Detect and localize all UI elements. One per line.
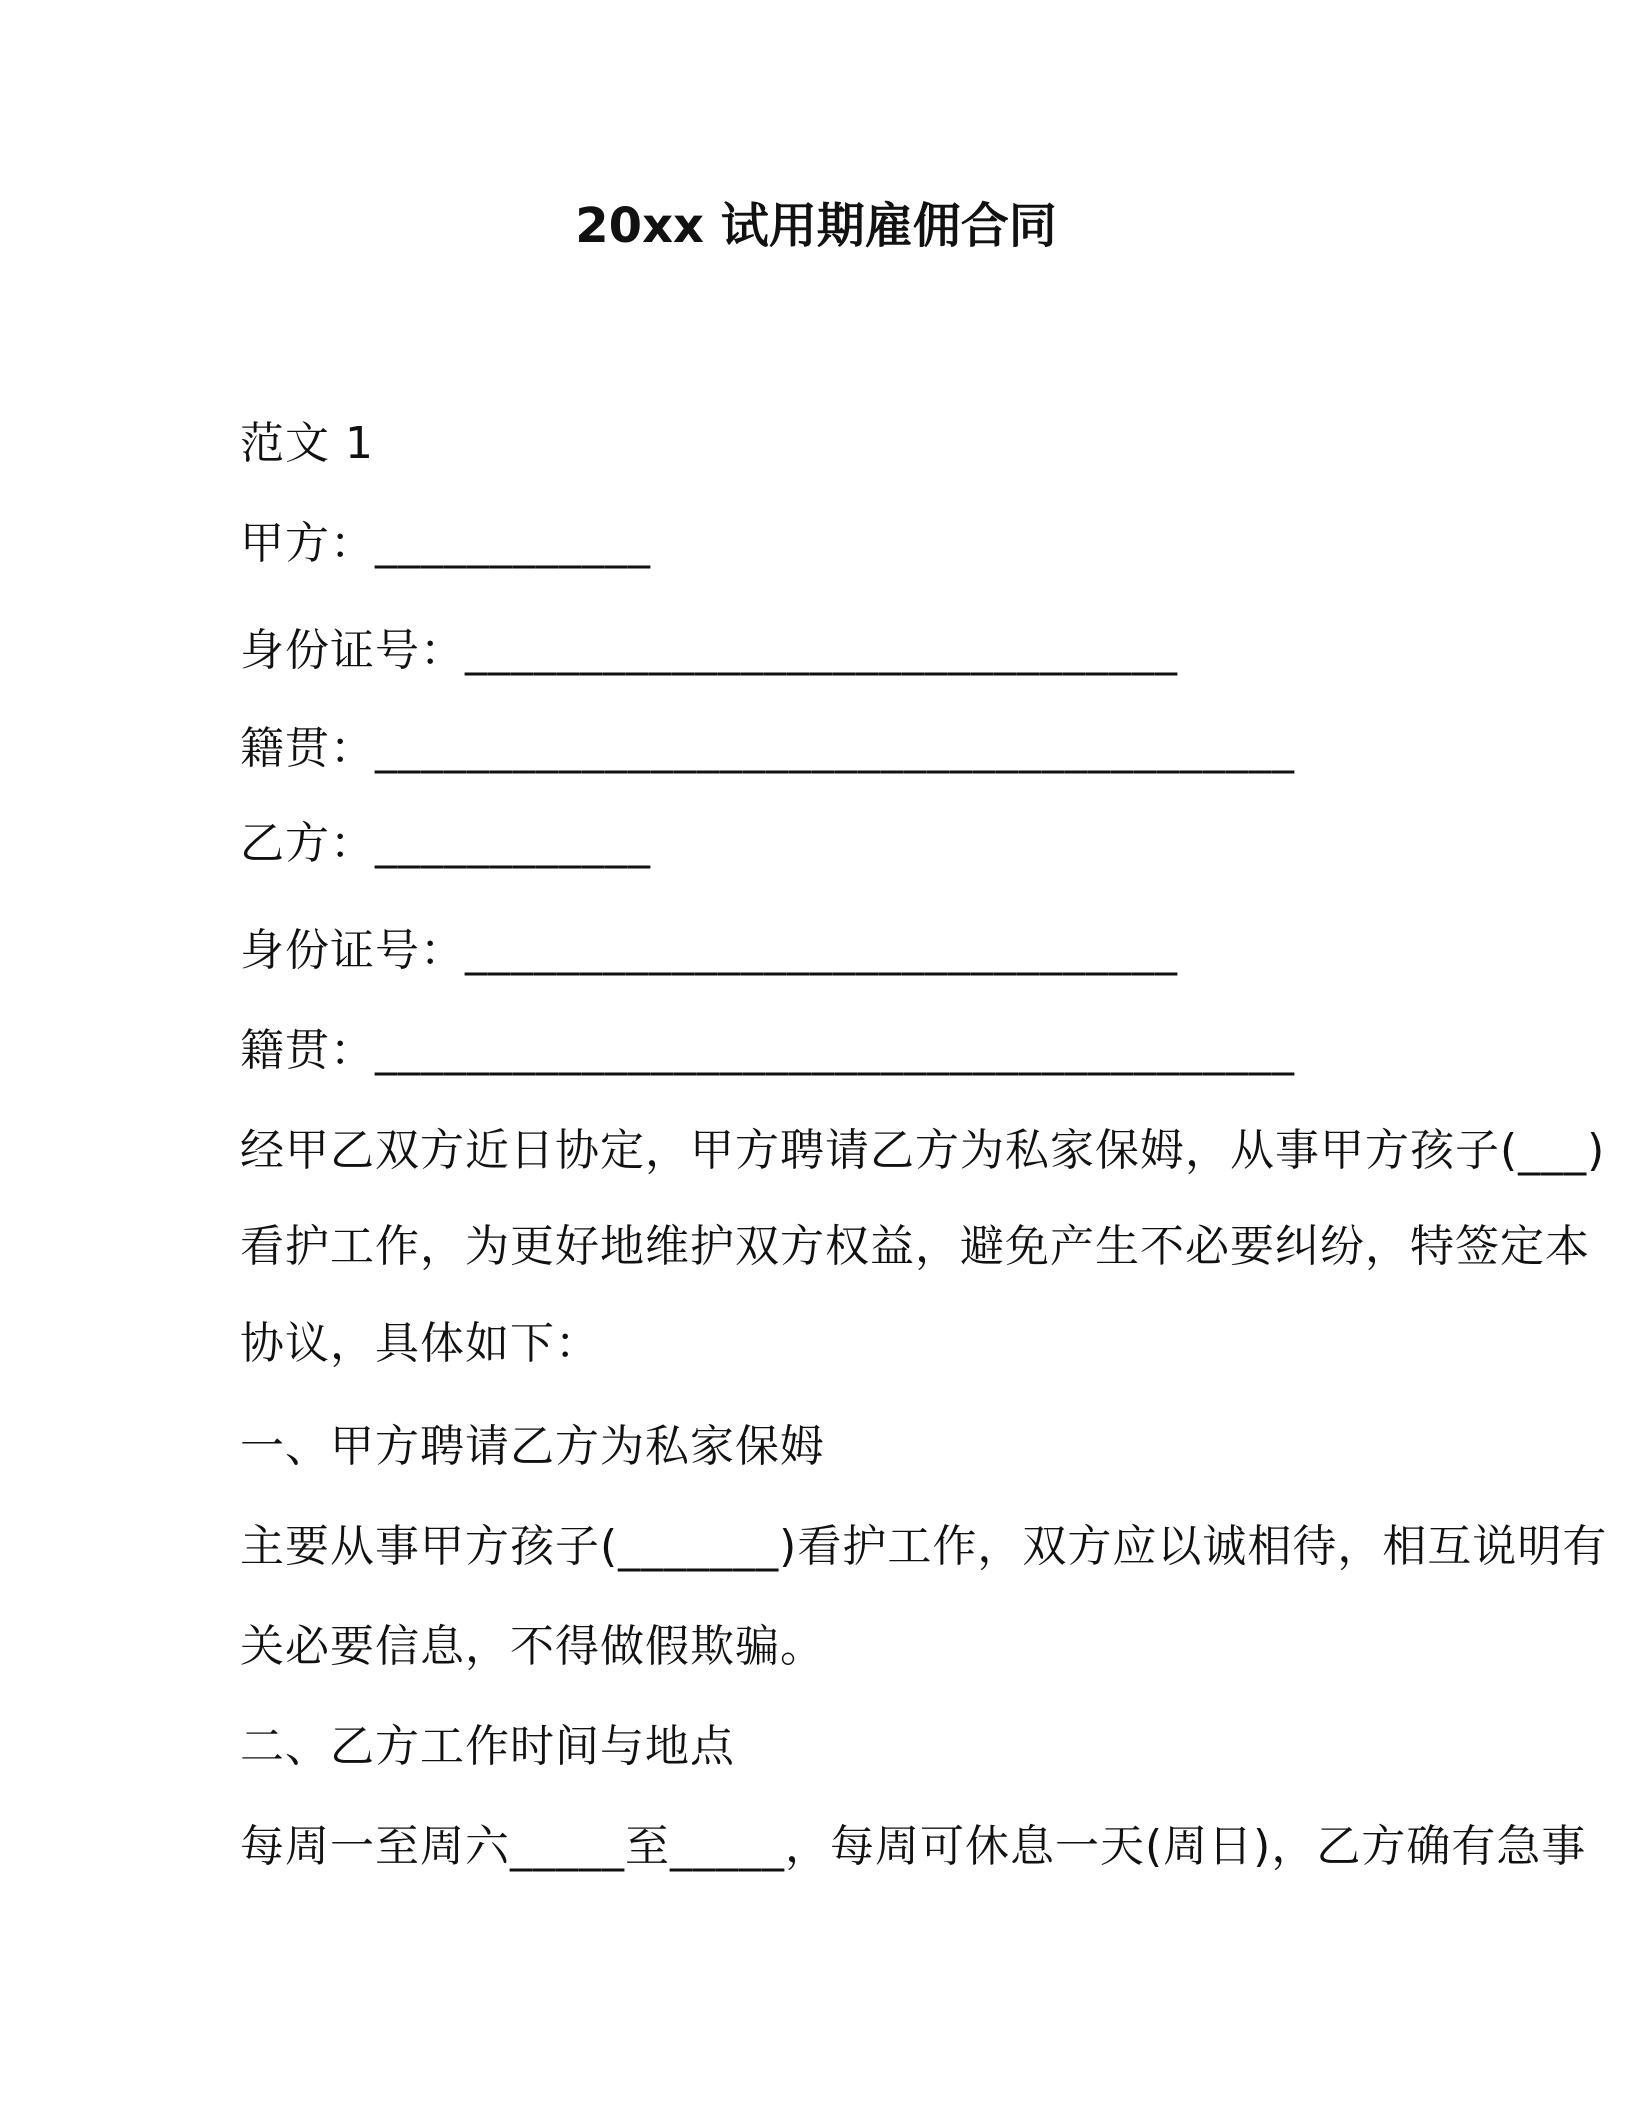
party-a-id-field: 身份证号：_______________________________ xyxy=(240,625,1178,676)
section-label: 范文 1 xyxy=(240,418,374,469)
paragraph-line: 关必要信息，不得做假欺骗。 xyxy=(240,1621,825,1672)
paragraph-line: 每周一至周六_____至_____，每周可休息一天(周日)，乙方确有急事 xyxy=(240,1821,1587,1872)
party-a-field: 甲方：____________ xyxy=(240,518,651,569)
document-title: 20xx 试用期雇佣合同 xyxy=(575,198,1057,254)
party-b-field: 乙方：____________ xyxy=(240,818,651,869)
party-a-origin-field: 籍贯：________________________________________ xyxy=(240,723,1295,774)
paragraph-line: 经甲乙双方近日协定，甲方聘请乙方为私家保姆，从事甲方孩子(___) xyxy=(240,1125,1606,1176)
paragraph-line: 主要从事甲方孩子(_______)看护工作，双方应以诚相待，相互说明有 xyxy=(240,1521,1608,1572)
party-b-id-field: 身份证号：_______________________________ xyxy=(240,925,1178,976)
clause-heading-2: 二、乙方工作时间与地点 xyxy=(240,1721,735,1772)
party-b-origin-field: 籍贯：________________________________________ xyxy=(240,1025,1295,1076)
paragraph-line: 看护工作，为更好地维护双方权益，避免产生不必要纠纷，特签定本 xyxy=(240,1221,1590,1272)
paragraph-line: 协议，具体如下： xyxy=(240,1318,600,1369)
clause-heading-1: 一、甲方聘请乙方为私家保姆 xyxy=(240,1421,825,1472)
